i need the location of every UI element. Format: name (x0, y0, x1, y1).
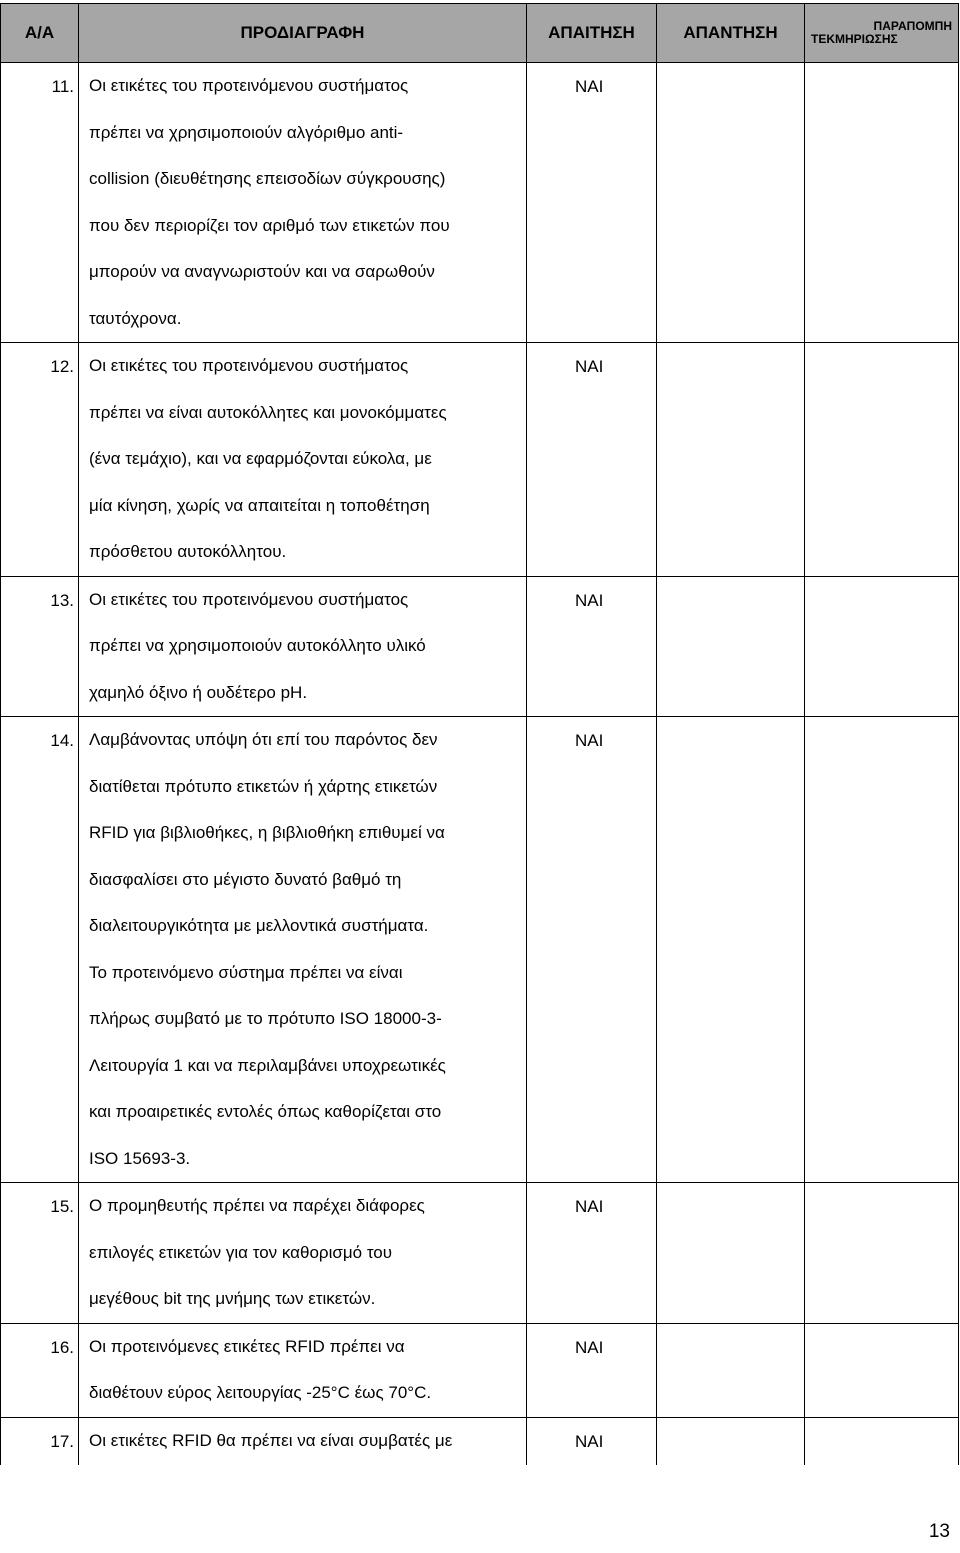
spec-line: πρέπει να χρησιμοποιούν αυτοκόλλητο υλικό (89, 636, 426, 655)
table-row (0, 577, 959, 718)
table-row (0, 343, 959, 577)
row-requirement: ΝΑΙ (526, 343, 656, 576)
row-number: 16. (0, 1324, 78, 1417)
row-requirement: ΝΑΙ (526, 577, 656, 717)
table-body (0, 63, 959, 1465)
spec-line: μπορούν να αναγνωριστούν και να σαρωθούν (89, 262, 435, 281)
row-number: 15. (0, 1183, 78, 1323)
spec-line: ταυτόχρονα. (89, 308, 182, 328)
spec-line: μία κίνηση, χωρίς να απαιτείται η τοποθέτηση (89, 495, 430, 515)
header-reference-bottom: ΤΕΚΜΗΡΙΩΣΗΣ (811, 32, 898, 46)
row-reference[interactable] (804, 1324, 959, 1417)
spec-line: Ο προμηθευτής πρέπει να παρέχει διάφορες (89, 1196, 425, 1215)
row-specification (78, 1418, 526, 1465)
row-answer[interactable] (656, 1324, 804, 1417)
spec-line: Λειτουργία 1 και να περιλαμβάνει υποχρεωτικές (89, 1055, 446, 1075)
row-answer[interactable] (656, 717, 804, 1182)
row-specification (78, 717, 526, 1182)
spec-line: επιλογές ετικετών για τον καθορισμό του (89, 1242, 393, 1262)
spec-line: ISO 15693-3. (89, 1148, 191, 1168)
spec-line: διαλειτουργικότητα με μελλοντικά συστήματα. (89, 916, 429, 935)
header-spec: ΠΡΟΔΙΑΓΡΑΦΗ (78, 4, 526, 62)
spec-line: και προαιρετικές εντολές όπως καθορίζεται στο (89, 1102, 442, 1121)
row-requirement: ΝΑΙ (526, 1418, 656, 1465)
row-requirement: ΝΑΙ (526, 1183, 656, 1323)
row-number: 12. (0, 343, 78, 576)
header-reference-top: ΠΑΡΑΠΟΜΠΗ (873, 19, 952, 33)
spec-line: Οι ετικέτες RFID θα πρέπει να είναι συμβατές με (89, 1430, 453, 1450)
header-answer: ΑΠΑΝΤΗΣΗ (656, 4, 804, 62)
row-specification (78, 1183, 526, 1323)
spec-line: Λαμβάνοντας υπόψη ότι επί του παρόντος δεν (89, 730, 438, 749)
row-requirement: ΝΑΙ (526, 63, 656, 342)
row-answer[interactable] (656, 577, 804, 717)
table-row (0, 1324, 959, 1418)
spec-line: Οι προτεινόμενες ετικέτες RFID πρέπει να (89, 1336, 405, 1356)
table-header (0, 3, 959, 63)
header-reference (804, 4, 959, 62)
row-specification (78, 343, 526, 576)
row-requirement: ΝΑΙ (526, 717, 656, 1182)
row-answer[interactable] (656, 1418, 804, 1465)
row-answer[interactable] (656, 63, 804, 342)
row-number: 14. (0, 717, 78, 1182)
row-number: 13. (0, 577, 78, 717)
spec-line: collision (διευθέτησης επεισοδίων σύγκρουσης) (89, 169, 446, 188)
row-number: 17. (0, 1418, 78, 1465)
table-row (0, 63, 959, 343)
spec-line: RFID για βιβλιοθήκες, η βιβλιοθήκη επιθυμεί να (89, 823, 445, 842)
spec-table (0, 3, 959, 1465)
spec-line: πλήρως συμβατό με το πρότυπο ISO 18000-3- (89, 1009, 442, 1028)
table-row (0, 717, 959, 1183)
spec-line: που δεν περιορίζει τον αριθμό των ετικετών που (89, 215, 450, 235)
row-answer[interactable] (656, 343, 804, 576)
row-reference[interactable] (804, 343, 959, 576)
table-row (0, 1418, 959, 1465)
row-reference[interactable] (804, 63, 959, 342)
spec-line: Οι ετικέτες του προτεινόμενου συστήματος (89, 589, 409, 609)
row-reference[interactable] (804, 577, 959, 717)
page-number: 13 (928, 1521, 950, 1542)
row-specification (78, 577, 526, 717)
row-specification (78, 63, 526, 342)
row-requirement: ΝΑΙ (526, 1324, 656, 1417)
spec-line: μεγέθους bit της μνήμης των ετικετών. (89, 1289, 376, 1308)
row-reference[interactable] (804, 1418, 959, 1465)
header-requirement: ΑΠΑΙΤΗΣΗ (526, 4, 656, 62)
spec-line: χαμηλό όξινο ή ουδέτερο pH. (89, 682, 308, 702)
spec-line: Οι ετικέτες του προτεινόμενου συστήματος (89, 76, 409, 95)
spec-line: Το προτεινόμενο σύστημα πρέπει να είναι (89, 962, 403, 982)
header-aa: Α/Α (0, 4, 78, 62)
spec-line: (ένα τεμάχιο), και να εφαρμόζονται εύκολα, με (89, 449, 432, 468)
row-specification (78, 1324, 526, 1417)
spec-line: πρόσθετου αυτοκόλλητου. (89, 542, 287, 561)
row-reference[interactable] (804, 717, 959, 1182)
row-number: 11. (0, 63, 78, 342)
spec-line: διατίθεται πρότυπο ετικετών ή χάρτης ετικετών (89, 776, 438, 796)
spec-line: πρέπει να χρησιμοποιούν αλγόριθμο anti- (89, 122, 404, 142)
table-row (0, 1183, 959, 1324)
spec-line: Οι ετικέτες του προτεινόμενου συστήματος (89, 356, 409, 375)
spec-line: διαθέτουν εύρος λειτουργίας -25°C έως 70°C. (89, 1383, 432, 1402)
spec-line: πρέπει να είναι αυτοκόλλητες και μονοκόμματες (89, 402, 447, 422)
row-answer[interactable] (656, 1183, 804, 1323)
row-reference[interactable] (804, 1183, 959, 1323)
spec-line: διασφαλίσει στο μέγιστο δυνατό βαθμό τη (89, 869, 402, 889)
